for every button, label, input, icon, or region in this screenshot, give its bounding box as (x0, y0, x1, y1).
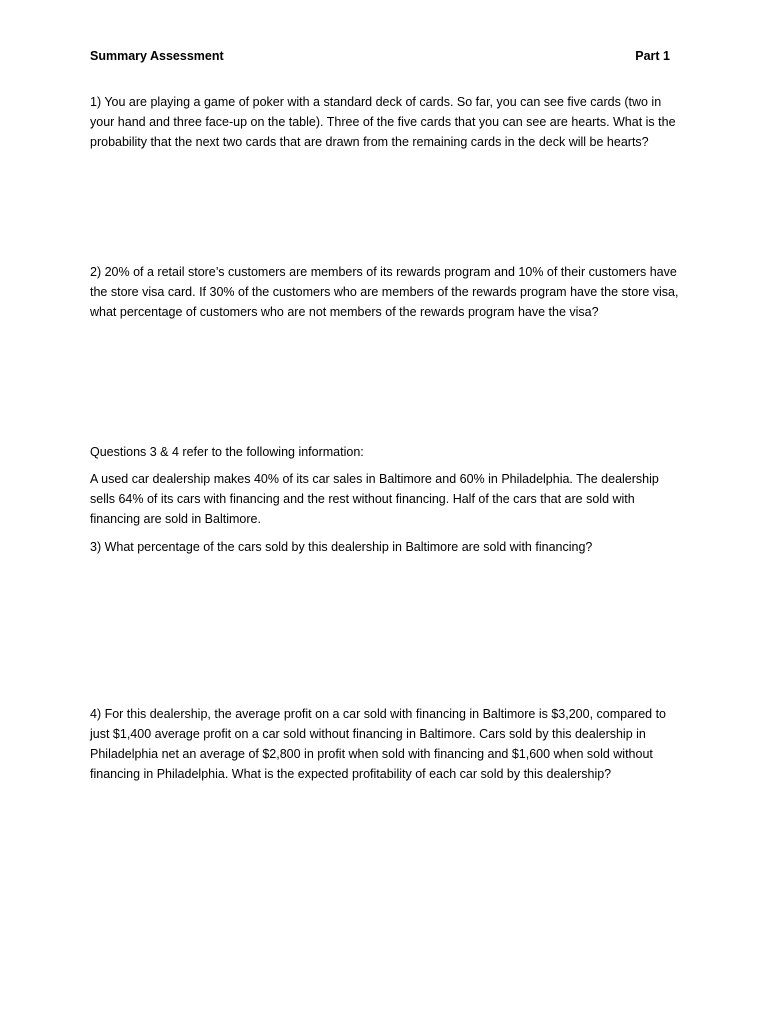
questions-3-4-intro: Questions 3 & 4 refer to the following information: (90, 445, 364, 459)
question-2: 2) 20% of a retail store’s customers are members of its rewards program and 10% of their customers have the store visa card. If 30% of the customers who are members of the rewards program have the store visa, what percentage of customers who are not members of the rewards program have the visa? (90, 265, 679, 319)
question-4: 4) For this dealership, the average profit on a car sold with financing in Baltimore is $3,200, compared to just $1,400 average profit on a car sold without financing in Baltimore. Cars sold by this dealership in Philadelphia net an average of $2,800 in profit when sold with financing and $1,600 when sold without financing in Philadelphia. What is the expected profitability of each car sold by this dealership? (90, 707, 667, 781)
document-title: Summary Assessment (90, 49, 224, 63)
question-3: 3) What percentage of the cars sold by this dealership in Baltimore are sold with financing? (90, 540, 593, 554)
question-1: 1) You are playing a game of poker with a standard deck of cards. So far, you can see five cards (two in your hand and three face-up on the table). Three of the five cards that you can see are hearts. What is the probability that the next two cards that are drawn from the remaining cards in the deck will be hearts? (90, 95, 676, 149)
questions-3-4-info: A used car dealership makes 40% of its car sales in Baltimore and 60% in Philadelphia. The dealership sells 64% of its cars with financing and the rest without financing. Half of the cars that are sold with financing are sold in Baltimore. (90, 472, 659, 526)
part-label: Part 1 (635, 49, 670, 63)
page-header (90, 48, 670, 64)
